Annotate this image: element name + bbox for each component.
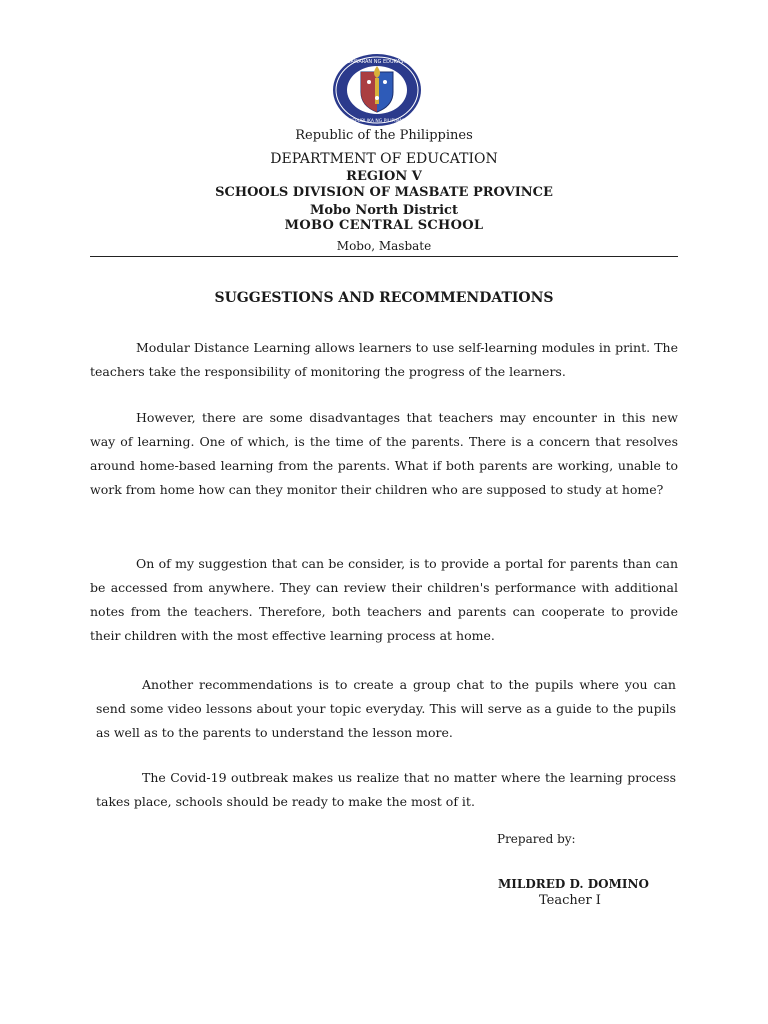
deped-seal-icon — [331, 52, 423, 128]
district-line: Mobo North District — [310, 203, 458, 218]
signatory-position: Teacher I — [539, 893, 601, 908]
division-line: SCHOOLS DIVISION OF MASBATE PROVINCE — [215, 185, 553, 200]
paragraph-4: Another recommendations is to create a group chat to the pupils where you can send some video lessons about your topic everyday. This will serve as a guide to the pupils as well as to the parents to understand the lesson more. — [96, 677, 676, 740]
school-name: MOBO CENTRAL SCHOOL — [284, 218, 484, 233]
header-divider — [90, 256, 678, 257]
document-title: SUGGESTIONS AND RECOMMENDATIONS — [214, 290, 554, 306]
paragraph-2: However, there are some disadvantages that teachers may encounter in this new way of learning. One of which, is the time of the parents. There is a concern that resolves around home-based learning from the parents. What if both parents are working, unable to work from home how can they monitor their children who are supposed to study at home? — [90, 410, 678, 497]
school-address: Mobo, Masbate — [336, 239, 432, 253]
seal-ring-bottom-text: REPUBLIKA NG PILIPINAS — [349, 119, 405, 124]
paragraph-3: On of my suggestion that can be consider, is to provide a portal for parents than can be accessed from anywhere. They can review their children's performance with additional notes from the teachers. Therefore, both teachers and parents can cooperate to provide their children with the most effective learning process at home. — [90, 556, 678, 643]
region-line: REGION V — [346, 169, 422, 184]
republic-line: Republic of the Philippines — [295, 128, 473, 143]
paragraph-5: The Covid-19 outbreak makes us realize that no matter where the learning process takes place, schools should be ready to make the most of it. — [96, 770, 676, 809]
signatory-name: MILDRED D. DOMINO — [498, 877, 649, 891]
department-line: DEPARTMENT OF EDUCATION — [270, 151, 498, 167]
prepared-by-label: Prepared by: — [497, 832, 576, 846]
seal-ring-top-text: KAGAWARAN NG EDUKASYON — [340, 59, 414, 65]
paragraph-1: Modular Distance Learning allows learners to use self-learning modules in print. The teachers take the responsibility of monitoring the progress of the learners. — [90, 340, 678, 379]
